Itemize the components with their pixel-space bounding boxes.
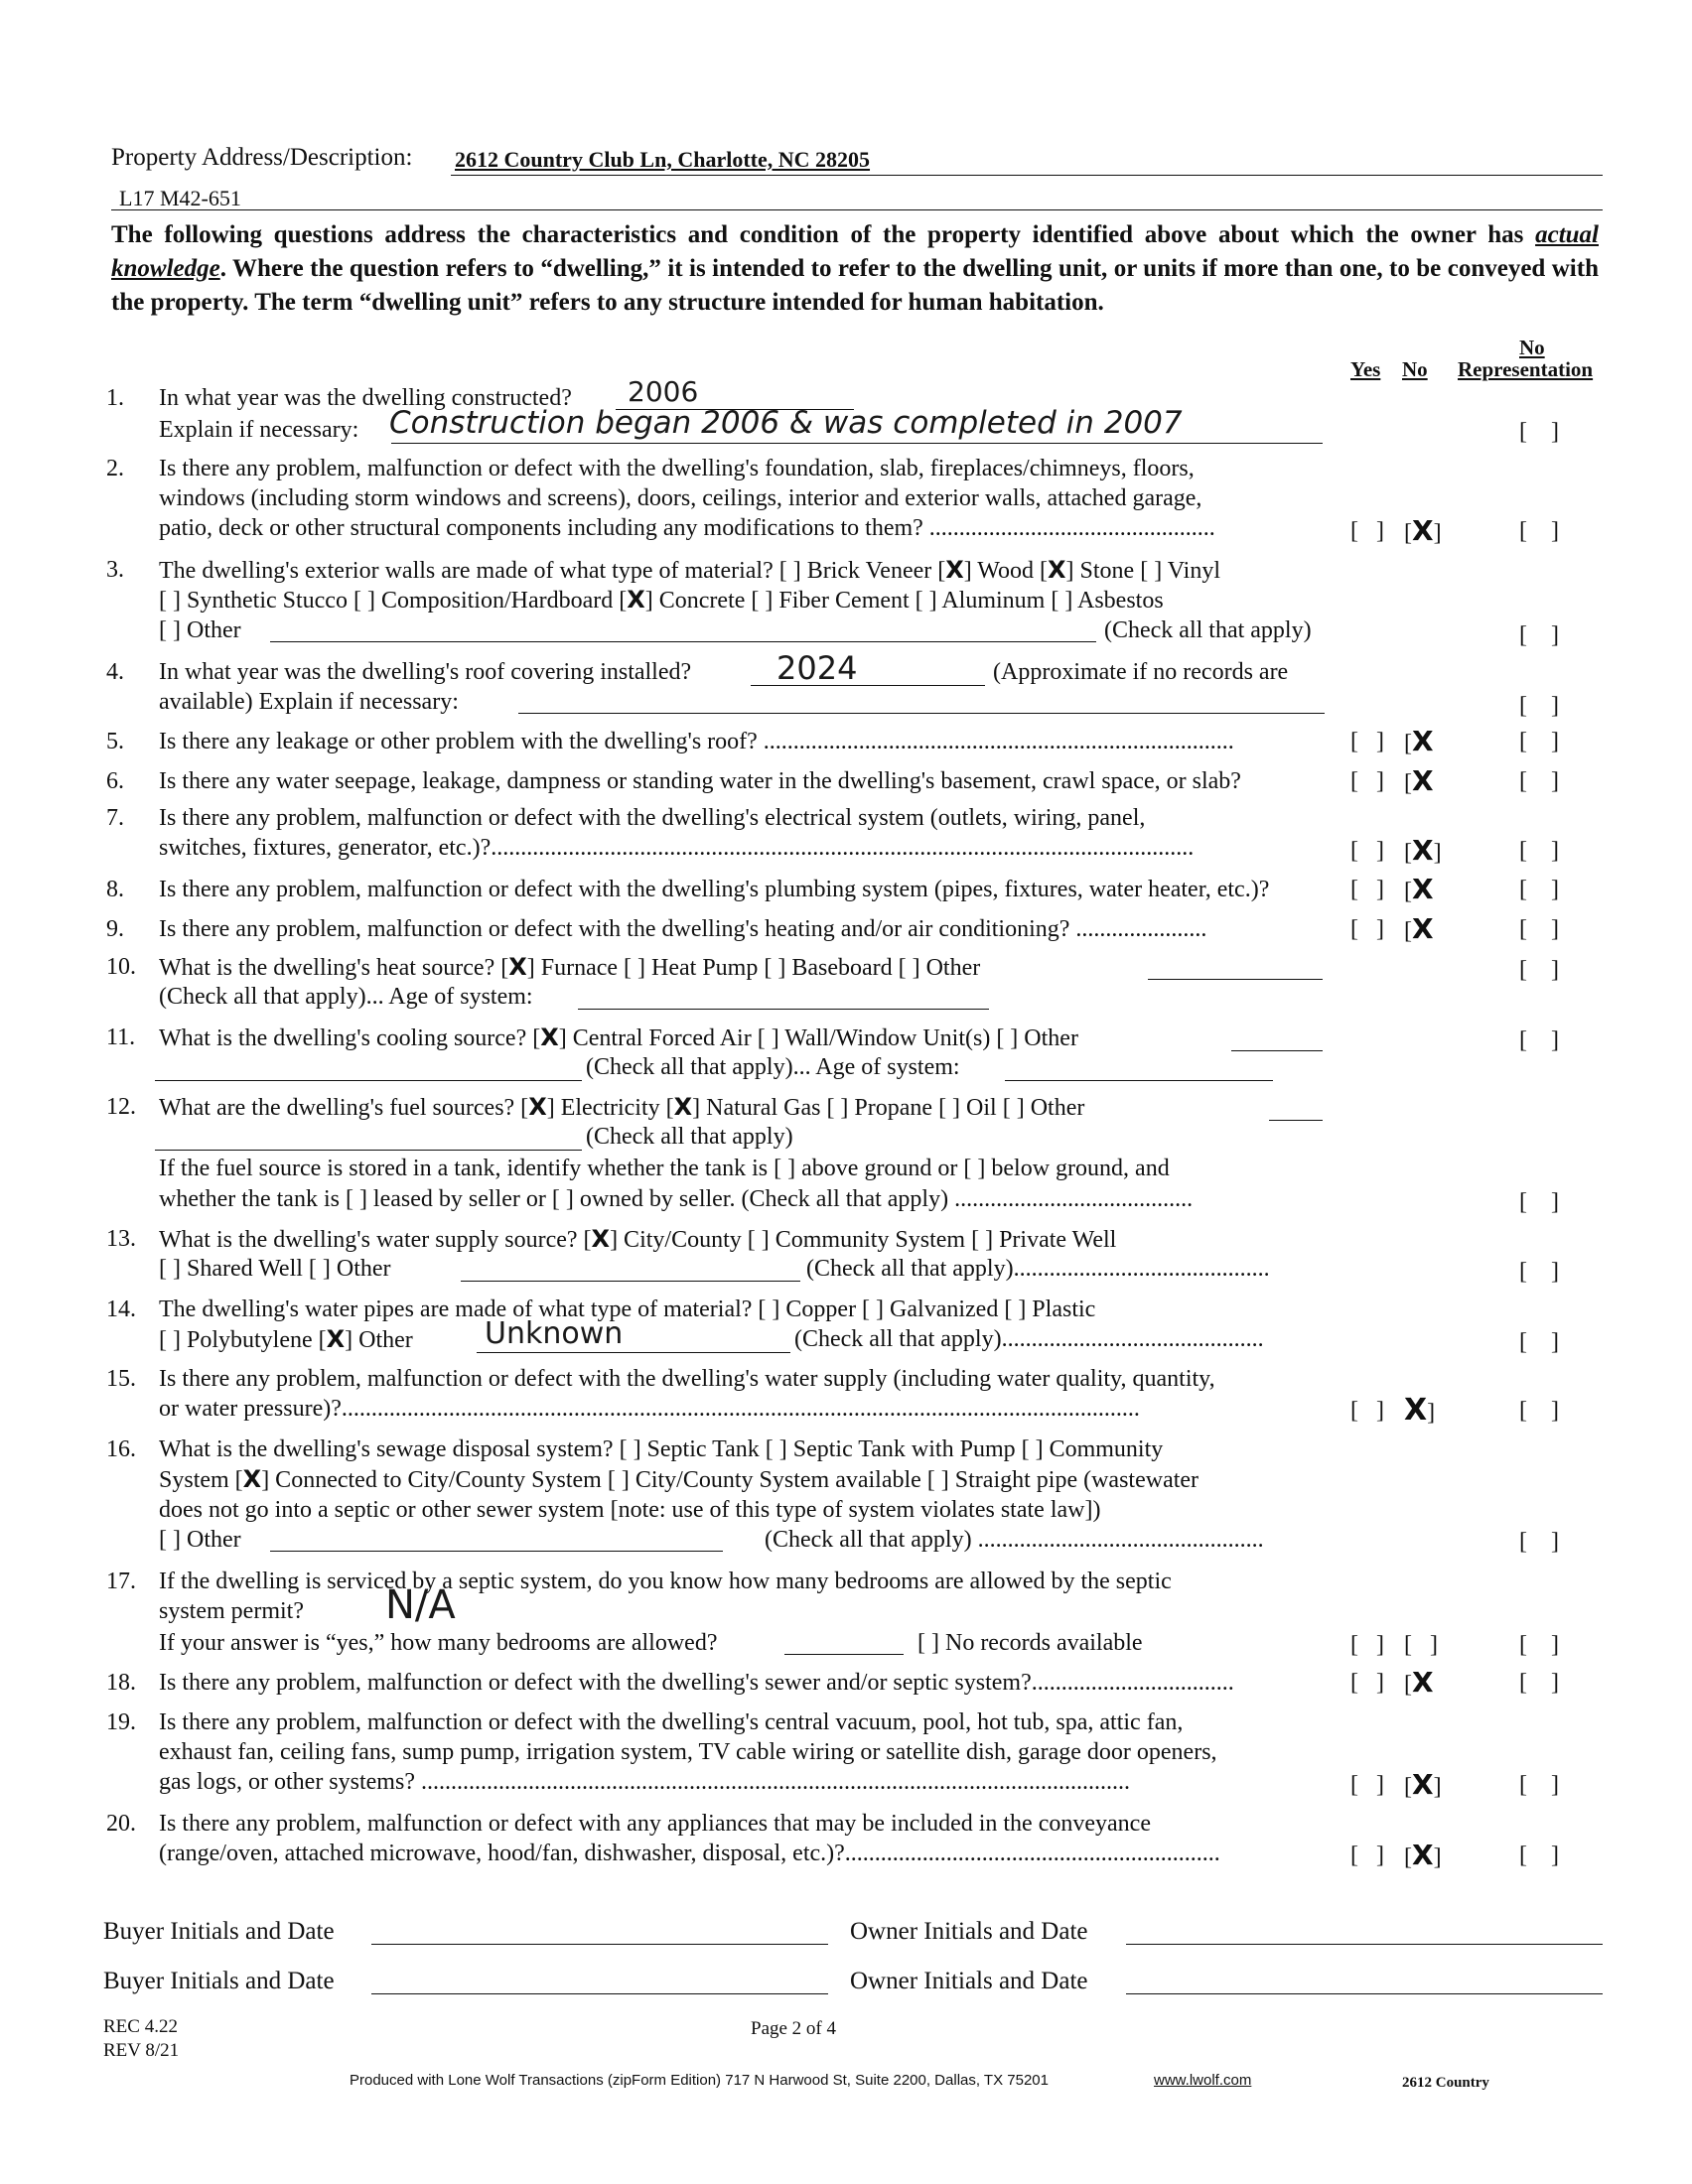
q1-norep-checkbox[interactable]: [ ]: [1519, 419, 1559, 445]
q3-brick-mark: X: [945, 556, 964, 584]
page-number: Page 2 of 4: [751, 2018, 837, 2039]
q4-text-1: In what year was the dwelling's roof covering installed?: [159, 659, 692, 685]
q5-text: Is there any leakage or other problem with the dwelling's roof? ...............................................................................: [159, 729, 1234, 754]
q20-num: 20.: [106, 1811, 136, 1837]
q2-yes-checkbox[interactable]: [ ]: [1350, 518, 1384, 544]
q17-num: 17.: [106, 1569, 136, 1594]
q18-no-checkbox[interactable]: [X: [1404, 1666, 1434, 1699]
q10-other-line: [1148, 979, 1323, 980]
q2-num: 2.: [106, 456, 124, 481]
q14-other-mark: X: [326, 1325, 346, 1353]
q7-num: 7.: [106, 805, 124, 831]
q14-text-2c: (Check all that apply)............................................: [794, 1326, 1264, 1352]
q20-norep-checkbox[interactable]: [ ]: [1519, 1843, 1559, 1868]
column-no: No: [1402, 357, 1428, 381]
q2-text-3: patio, deck or other structural components including any modifications to them? ................................................: [159, 515, 1215, 541]
q13-text-1: What is the dwelling's water supply source? [X] City/County [ ] Community System [ ] Private Well: [159, 1225, 1117, 1253]
q9-text: Is there any problem, malfunction or defect with the dwelling's heating and/or air conditioning? ......................: [159, 916, 1207, 942]
q3-check-note: (Check all that apply): [1104, 617, 1312, 643]
q1-explain-answer[interactable]: Construction began 2006 & was completed in 2007: [389, 405, 1183, 441]
q17-yes-checkbox[interactable]: [ ]: [1350, 1632, 1384, 1658]
parcel-line: [111, 209, 1603, 210]
q12-other-line: [1269, 1120, 1323, 1121]
q15-text-2: or water pressure)?......................................................................................................................................: [159, 1396, 1140, 1422]
form-rev: REV 8/21: [103, 2040, 180, 2061]
q13-norep-checkbox[interactable]: [ ]: [1519, 1259, 1559, 1285]
q9-no-checkbox[interactable]: [X: [1404, 912, 1434, 945]
q3-other-label: [ ] Other: [159, 617, 241, 643]
q12-num: 12.: [106, 1094, 136, 1120]
q18-text: Is there any problem, malfunction or defect with the dwelling's sewer and/or septic system?..................................: [159, 1670, 1234, 1696]
q10-furnace-mark: X: [508, 953, 527, 981]
q13-text-2b: (Check all that apply)...........................................: [806, 1256, 1270, 1282]
q17-no-checkbox[interactable]: [ ]: [1404, 1632, 1438, 1658]
intro-paragraph: The following questions address the characteristics and condition of the property identified above about which the owner has actual knowledge. Where the question refers to “dwelling,” it is intended to refer to the dwelling unit, or units if more than one, to be conveyed with the property. The term “dwelling unit” refers to any structure intended for human habitation.: [111, 221, 1599, 316]
q1-explain-label: Explain if necessary:: [159, 417, 359, 443]
q10-age-line: [578, 1009, 989, 1010]
q12-electricity-mark: X: [528, 1093, 547, 1121]
q15-yes-checkbox[interactable]: [ ]: [1350, 1398, 1384, 1424]
q4-num: 4.: [106, 659, 124, 685]
q2-text-2: windows (including storm windows and screens), doors, ceilings, interior and exterior walls, attached garage,: [159, 485, 1202, 511]
q5-yes-checkbox[interactable]: [ ]: [1350, 729, 1384, 754]
q5-num: 5.: [106, 729, 124, 754]
q12-norep-checkbox[interactable]: [ ]: [1519, 1189, 1559, 1215]
q7-yes-checkbox[interactable]: [ ]: [1350, 838, 1384, 864]
q3-wood-mark: X: [1048, 556, 1066, 584]
q11-num: 11.: [106, 1024, 136, 1050]
q4-explain-line: [518, 713, 1325, 714]
q10-text-1: What is the dwelling's heat source? [X] Furnace [ ] Heat Pump [ ] Baseboard [ ] Other: [159, 953, 981, 981]
q3-num: 3.: [106, 557, 124, 583]
q20-text-2: (range/oven, attached microwave, hood/fan, dishwasher, disposal, etc.)?...............................................................: [159, 1841, 1220, 1866]
q4-text-2: available) Explain if necessary:: [159, 689, 459, 715]
q13-num: 13.: [106, 1226, 136, 1252]
q11-other-line: [1231, 1050, 1323, 1051]
q15-no-checkbox[interactable]: X]: [1404, 1393, 1436, 1428]
q19-num: 19.: [106, 1709, 136, 1735]
q7-text-2: switches, fixtures, generator, etc.)?......................................................................................................................: [159, 835, 1195, 861]
q2-norep-checkbox[interactable]: [ ]: [1519, 518, 1559, 544]
q16-city-mark: X: [242, 1465, 262, 1493]
q8-no-checkbox[interactable]: [X: [1404, 873, 1434, 905]
q3-other-line: [270, 641, 1096, 642]
owner-initials-line-1[interactable]: [1126, 1944, 1603, 1945]
buyer-initials-label-2: Buyer Initials and Date: [103, 1968, 335, 1994]
q17-text-1: If the dwelling is serviced by a septic system, do you know how many bedrooms are allowed by the septic: [159, 1569, 1172, 1594]
q12-text-1: What are the dwelling's fuel sources? [X] Electricity [X] Natural Gas [ ] Propane [ ] Oil [ ] Other: [159, 1093, 1085, 1121]
q18-norep-checkbox[interactable]: [ ]: [1519, 1670, 1559, 1696]
column-yes: Yes: [1350, 357, 1381, 381]
parcel-number: L17 M42-651: [119, 186, 241, 210]
q13-text-2: [ ] Shared Well [ ] Other: [159, 1256, 391, 1282]
produced-with: Produced with Lone Wolf Transactions (zipForm Edition) 717 N Harwood St, Suite 2200, Dallas, TX 75201: [350, 2072, 1049, 2089]
q20-text-1: Is there any problem, malfunction or defect with any appliances that may be included in the conveyance: [159, 1811, 1151, 1837]
q19-text-3: gas logs, or other systems? .......................................................................................................................: [159, 1769, 1130, 1795]
q9-yes-checkbox[interactable]: [ ]: [1350, 916, 1384, 942]
q16-other-line: [270, 1551, 723, 1552]
q11-text-1: What is the dwelling's cooling source? [X] Central Forced Air [ ] Wall/Window Unit(s) [ ] Other: [159, 1024, 1078, 1051]
q6-norep-checkbox[interactable]: [ ]: [1519, 768, 1559, 794]
q14-other-answer[interactable]: Unknown: [485, 1316, 624, 1351]
q3-norep-checkbox[interactable]: [ ]: [1519, 622, 1559, 648]
q16-text-1: What is the dwelling's sewage disposal system? [ ] Septic Tank [ ] Septic Tank with Pump [ ] Community: [159, 1436, 1164, 1462]
q12-gas-mark: X: [673, 1093, 693, 1121]
q1-text: In what year was the dwelling constructed?: [159, 385, 572, 411]
q1-explain-line: [391, 443, 1323, 444]
q12-text-3: If the fuel source is stored in a tank, identify whether the tank is [ ] above ground or [ ] below ground, and: [159, 1156, 1170, 1181]
q7-text-1: Is there any problem, malfunction or defect with the dwelling's electrical system (outlets, wiring, panel,: [159, 805, 1146, 831]
q8-num: 8.: [106, 877, 124, 902]
address-label: Property Address/Description:: [111, 144, 413, 171]
q3-composition-mark: X: [627, 586, 645, 614]
q11-other-line-2: [155, 1080, 582, 1081]
address-line: [451, 175, 1603, 176]
q13-other-line: [461, 1281, 800, 1282]
owner-initials-label-2: Owner Initials and Date: [850, 1968, 1088, 1994]
q19-text-2: exhaust fan, ceiling fans, sump pump, irrigation system, TV cable wiring or satellite dish, garage door openers,: [159, 1739, 1217, 1765]
lwolf-link[interactable]: www.lwolf.com: [1154, 2072, 1252, 2089]
q6-text: Is there any water seepage, leakage, dampness or standing water in the dwelling's basement, crawl space, or slab?: [159, 768, 1241, 794]
q11-age-line: [1005, 1080, 1273, 1081]
buyer-initials-label-1: Buyer Initials and Date: [103, 1918, 335, 1945]
q17-text-2: system permit?: [159, 1598, 304, 1624]
q17-text-3: If your answer is “yes,” how many bedrooms are allowed?: [159, 1630, 718, 1656]
q16-text-3: does not go into a septic or other sewer system [note: use of this type of system violates state law]): [159, 1497, 1101, 1523]
q6-no-checkbox[interactable]: [X: [1404, 764, 1434, 797]
q9-norep-checkbox[interactable]: [ ]: [1519, 916, 1559, 942]
q16-norep-checkbox[interactable]: [ ]: [1519, 1529, 1559, 1555]
q8-norep-checkbox[interactable]: [ ]: [1519, 877, 1559, 902]
q17-norep-checkbox[interactable]: [ ]: [1519, 1632, 1559, 1658]
q1-num: 1.: [106, 385, 124, 411]
q15-norep-checkbox[interactable]: [ ]: [1519, 1398, 1559, 1424]
q14-other-line: [477, 1352, 790, 1353]
q15-num: 15.: [106, 1366, 136, 1392]
q17-na-answer[interactable]: N/A: [385, 1582, 456, 1628]
owner-initials-label-1: Owner Initials and Date: [850, 1918, 1088, 1945]
form-id: REC 4.22: [103, 2016, 178, 2037]
q11-text-2: (Check all that apply)... Age of system:: [586, 1054, 960, 1080]
q6-yes-checkbox[interactable]: [ ]: [1350, 768, 1384, 794]
q7-norep-checkbox[interactable]: [ ]: [1519, 838, 1559, 864]
q10-num: 10.: [106, 954, 136, 980]
q16-text-4: [ ] Other: [159, 1527, 241, 1553]
q11-norep-checkbox[interactable]: [ ]: [1519, 1027, 1559, 1053]
address-value: 2612 Country Club Ln, Charlotte, NC 28205: [455, 147, 871, 172]
q20-no-checkbox[interactable]: [X]: [1404, 1839, 1442, 1871]
q14-num: 14.: [106, 1297, 136, 1322]
q14-text-2: [ ] Polybutylene [X] Other: [159, 1325, 413, 1353]
q5-no-checkbox[interactable]: [X: [1404, 725, 1434, 757]
q12-text-2: (Check all that apply): [586, 1124, 793, 1150]
owner-initials-line-2[interactable]: [1126, 1993, 1603, 1994]
q19-text-1: Is there any problem, malfunction or defect with the dwelling's central vacuum, pool, hot tub, spa, attic fan,: [159, 1709, 1184, 1735]
q16-text-4b: (Check all that apply) ................................................: [765, 1527, 1264, 1553]
q9-num: 9.: [106, 916, 124, 942]
q19-no-checkbox[interactable]: [X]: [1404, 1768, 1442, 1801]
q11-central-air-mark: X: [540, 1024, 559, 1051]
buyer-initials-line-1[interactable]: [371, 1944, 828, 1945]
column-no-rep-2: Representation: [1458, 357, 1594, 381]
q4-year-answer[interactable]: 2024: [776, 649, 858, 687]
column-no-rep-1: No: [1519, 336, 1545, 359]
q18-num: 18.: [106, 1670, 136, 1696]
q4-text-1b: (Approximate if no records are: [993, 659, 1289, 685]
q10-norep-checkbox[interactable]: [ ]: [1519, 957, 1559, 983]
q3-text-1: The dwelling's exterior walls are made of what type of material? [ ] Brick Veneer [X] Wood [X] Stone [ ] Vinyl: [159, 556, 1220, 584]
q2-no-checkbox[interactable]: [X]: [1404, 514, 1442, 547]
q10-text-2: (Check all that apply)... Age of system:: [159, 984, 533, 1010]
q19-yes-checkbox[interactable]: [ ]: [1350, 1772, 1384, 1798]
q6-num: 6.: [106, 768, 124, 794]
q19-norep-checkbox[interactable]: [ ]: [1519, 1772, 1559, 1798]
q17-text-3b: [ ] No records available: [917, 1630, 1143, 1656]
q15-text-1: Is there any problem, malfunction or defect with the dwelling's water supply (including water quality, quantity,: [159, 1366, 1215, 1392]
file-name: 2612 Country: [1402, 2075, 1489, 2091]
q12-other-line-2: [155, 1150, 582, 1151]
q8-text: Is there any problem, malfunction or defect with the dwelling's plumbing system (pipes, fixtures, water heater, etc.)?: [159, 877, 1270, 902]
q3-text-2: [ ] Synthetic Stucco [ ] Composition/Hardboard [X] Concrete [ ] Fiber Cement [ ] Aluminum [ ] Asbestos: [159, 586, 1164, 614]
q7-no-checkbox[interactable]: [X]: [1404, 834, 1442, 867]
q14-text-1: The dwelling's water pipes are made of what type of material? [ ] Copper [ ] Galvanized [ ] Plastic: [159, 1297, 1096, 1322]
q5-norep-checkbox[interactable]: [ ]: [1519, 729, 1559, 754]
q1-year-answer[interactable]: 2006: [628, 375, 699, 408]
q17-bedrooms-line: [784, 1654, 904, 1655]
q16-num: 16.: [106, 1436, 136, 1462]
q20-yes-checkbox[interactable]: [ ]: [1350, 1843, 1384, 1868]
q4-norep-checkbox[interactable]: [ ]: [1519, 693, 1559, 719]
buyer-initials-line-2[interactable]: [371, 1993, 828, 1994]
q2-text-1: Is there any problem, malfunction or defect with the dwelling's foundation, slab, fireplaces/chimneys, floors,: [159, 456, 1195, 481]
q13-city-mark: X: [591, 1225, 611, 1253]
q8-yes-checkbox[interactable]: [ ]: [1350, 877, 1384, 902]
q16-text-2: System [X] Connected to City/County System [ ] City/County System available [ ] Straight pipe (wastewater: [159, 1465, 1199, 1493]
q18-yes-checkbox[interactable]: [ ]: [1350, 1670, 1384, 1696]
q14-norep-checkbox[interactable]: [ ]: [1519, 1329, 1559, 1355]
q12-text-4: whether the tank is [ ] leased by seller or [ ] owned by seller. (Check all that apply) ........................................: [159, 1186, 1194, 1212]
